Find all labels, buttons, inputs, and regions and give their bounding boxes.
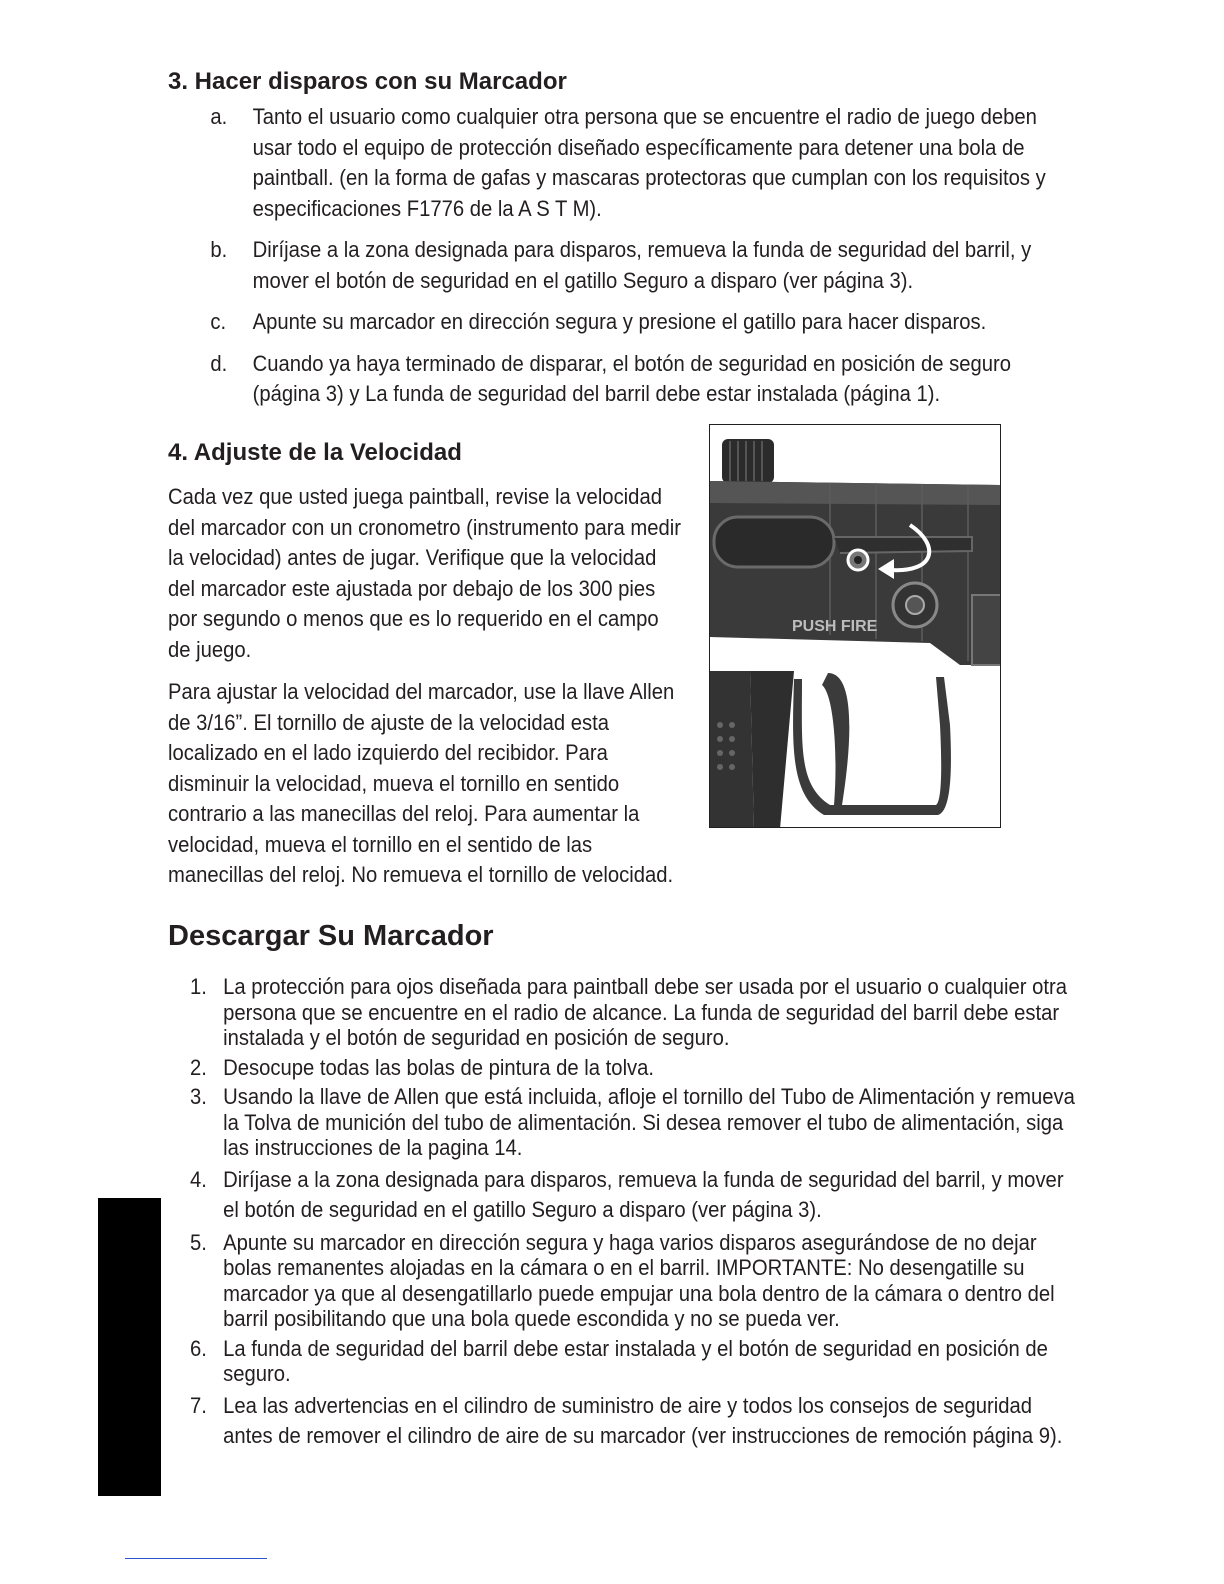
list-marker: 7. — [190, 1392, 207, 1418]
list-item — [190, 1230, 1079, 1332]
list-item-text: Lea las advertencias en el cilindro de suministro de aire y todos los consejos de seguridad antes de remover el cilindro de aire de su marcador (ver instrucciones de remoción página 9). — [223, 1392, 1063, 1448]
section-4-title: 4. Adjuste de la Velocidad — [168, 439, 462, 466]
list-item-text: Apunte su marcador en dirección segura y presione el gatillo para hacer disparos. — [252, 309, 987, 334]
list-marker: d. — [210, 350, 228, 376]
list-marker: 2. — [190, 1054, 207, 1080]
list-marker: 4. — [190, 1166, 207, 1192]
list-marker: a. — [210, 104, 228, 129]
list-item-text: Cuando ya haya terminado de disparar, el botón de seguridad en posición de seguro (página 3) y La funda de seguridad del barril debe estar instalada (página 1). — [252, 350, 1012, 406]
list-item — [190, 1084, 1079, 1161]
list-item-text: Usando la llave de Allen que está incluida, afloje el tornillo del Tubo de Alimentación y remueva la Tolva de munición del tubo de alimentación. Si desea remover el tubo de alimentación, siga las instrucciones de la pagina 14. — [223, 1084, 1075, 1160]
list-item — [190, 1391, 1079, 1452]
list-marker: b. — [210, 237, 228, 262]
velocity-check-paragraph: Cada vez que usted juega paintball, revise la velocidad del marcador con un cronometro (instrumento para medir la velocidad) antes de jugar. Verifique que la velocidad del marcador este ajustada por debajo de los 300 pies por segundo o menos que es lo requerido en el campo de juego. — [168, 484, 681, 662]
list-item-text: Apunte su marcador en dirección segura y haga varios disparos asegurándose de no dejar bolas remanentes alojadas en la cámara o en el barril. IMPORTANTE: No desengatille su marcador ya que al desengatillarlo puede empujar una bola dentro de la cámara o dentro del barril posibilitando que una bola quede escondida y no se pueda ver. — [223, 1229, 1055, 1331]
marker-velocity-screw-figure — [709, 424, 1001, 828]
marker-illustration — [710, 425, 1001, 828]
list-item — [168, 235, 1062, 296]
list-item — [190, 1055, 1079, 1081]
list-item — [168, 349, 1062, 410]
list-item-text: Desocupe todas las bolas de pintura de la tolva. — [223, 1054, 655, 1080]
section-3-title: 3. Hacer disparos con su Marcador — [168, 68, 567, 95]
trigger-guard — [793, 677, 951, 815]
unload-steps-list — [190, 974, 1090, 1456]
list-marker: 6. — [190, 1335, 207, 1361]
firing-steps-list — [168, 102, 1068, 421]
receiver-body — [710, 481, 1001, 665]
list-item — [168, 307, 1062, 338]
list-item — [168, 102, 1062, 224]
list-item-text: Tanto el usuario como cualquier otra persona que se encuentre el radio de juego deben usar todo el equipo de protección diseñado específicamente para detener una bola de paintball. (en la forma de gafas y mascaras protectoras que cumplan con los requisitos y especificaciones F1776 de la A S T M). — [252, 104, 1046, 221]
grip — [710, 671, 754, 828]
page-edge-tab — [98, 1198, 161, 1496]
list-item — [190, 1336, 1079, 1387]
velocity-adjust-paragraph: Para ajustar la velocidad del marcador, use la llave Allen de 3/16”. El tornillo de ajuste de la velocidad esta localizado en el lado izquierdo del recibidor. Para disminuir la velocidad, mueva el tornillo en sentido contrario a las manecillas del reloj. Para aumentar la velocidad, mueva el tornillo en el sentido de las manecillas del reloj. No remueva el tornillo de velocidad. — [168, 679, 675, 887]
list-item — [190, 974, 1079, 1051]
list-marker: 1. — [190, 974, 207, 999]
list-item — [190, 1165, 1079, 1226]
list-marker: 5. — [190, 1229, 207, 1255]
footer-rule — [125, 1558, 267, 1559]
list-item-text: Diríjase a la zona designada para disparos, remueva la funda de seguridad del barril, y mover el botón de seguridad en el gatillo Seguro a disparo (ver página 3). — [223, 1166, 1064, 1222]
list-marker: 3. — [190, 1084, 207, 1109]
list-item-text: La protección para ojos diseñada para paintball debe ser usada por el usuario o cualquier otra persona que se encuentre en el radio de alcance. La funda de seguridad del barril debe estar instalada y el botón de seguridad en posición de seguro. — [223, 974, 1068, 1050]
unload-title: Descargar Su Marcador — [168, 920, 494, 952]
trigger — [822, 673, 849, 805]
push-fire-label: PUSH FIRE — [792, 618, 878, 635]
list-marker: c. — [210, 309, 227, 334]
list-item-text: La funda de seguridad del barril debe estar instalada y el botón de seguridad en posición de seguro. — [223, 1335, 1048, 1386]
list-item-text: Diríjase a la zona designada para disparos, remueva la funda de seguridad del barril, y mover el botón de seguridad en el gatillo Seguro a disparo (ver página 3). — [252, 237, 1032, 293]
